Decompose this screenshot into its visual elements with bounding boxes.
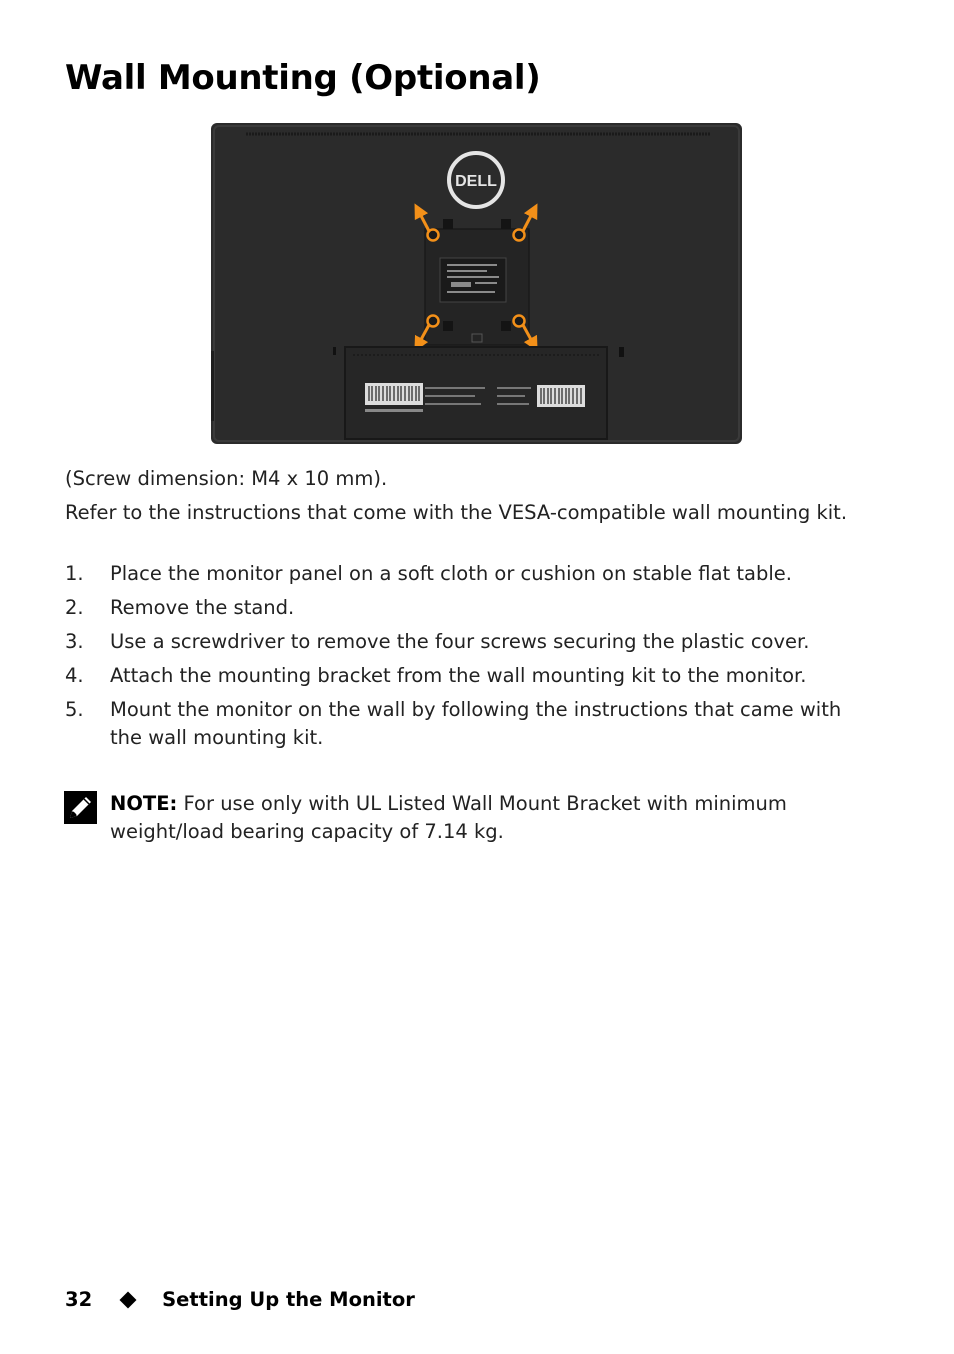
- step-number: 1.: [65, 562, 84, 585]
- monitor-back-figure: [211, 123, 742, 444]
- list-item: [65, 696, 875, 752]
- intro-paragraph: Refer to the instructions that come with the VESA-compatible wall mounting kit.: [65, 501, 848, 524]
- dell-logo-text: DELL: [455, 173, 497, 190]
- note-text: [110, 790, 870, 846]
- list-item: [65, 560, 875, 588]
- step-number: 4.: [65, 664, 84, 687]
- list-item: [65, 594, 875, 622]
- barcode-left: [365, 383, 423, 405]
- list-item: [65, 628, 875, 656]
- screw-dimension-text: (Screw dimension: M4 x 10 mm).: [65, 467, 388, 490]
- list-item: [65, 662, 875, 690]
- step-number: 3.: [65, 630, 84, 653]
- step-text: Mount the monitor on the wall by following the instructions that came with the wall mounting kit.: [110, 698, 842, 749]
- barcode-right: [537, 385, 585, 407]
- page-footer: [65, 1288, 415, 1311]
- step-text: Use a screwdriver to remove the four screws securing the plastic cover.: [110, 630, 810, 653]
- step-text: Place the monitor panel on a soft cloth or cushion on stable flat table.: [110, 562, 792, 585]
- step-text: Attach the mounting bracket from the wall mounting kit to the monitor.: [110, 664, 807, 687]
- note-pencil-icon: [64, 791, 97, 824]
- note-body: For use only with UL Listed Wall Mount Bracket with minimum weight/load bearing capacity of 7.14 kg.: [110, 792, 787, 843]
- steps-list: [65, 560, 875, 752]
- step-text: Remove the stand.: [110, 596, 295, 619]
- step-number: 2.: [65, 596, 84, 619]
- diamond-icon: [120, 1291, 137, 1308]
- page-number: 32: [65, 1288, 93, 1311]
- step-number: 5.: [65, 698, 84, 721]
- footer-section-title: Setting Up the Monitor: [162, 1288, 415, 1311]
- page-title: Wall Mounting (Optional): [65, 58, 541, 98]
- note-label: NOTE:: [110, 792, 178, 815]
